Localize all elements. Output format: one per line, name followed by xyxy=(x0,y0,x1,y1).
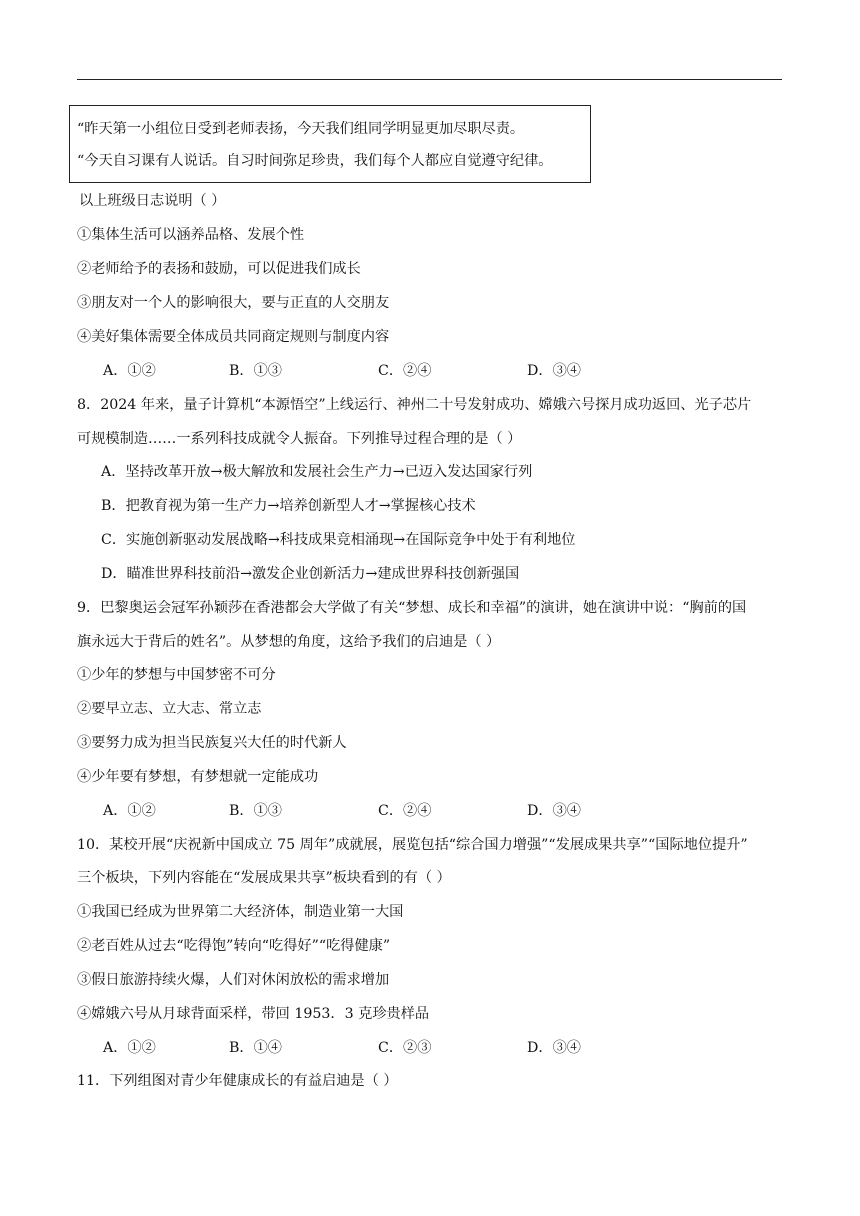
q10-stem-line: 10．某校开展“庆祝新中国成立 75 周年”成就展，展览包括“综合国力增强”“发展成果共享”“国际地位提升” xyxy=(77,837,748,853)
q9-option-b[interactable]: B．①③ xyxy=(229,803,282,819)
q7-option-b[interactable]: B．①③ xyxy=(229,363,282,379)
q7-stem: 以上班级日志说明（ ） xyxy=(79,193,226,209)
q10-options xyxy=(0,1039,860,1057)
q7-statement: ②老师给予的表扬和鼓励，可以促进我们成长 xyxy=(77,261,361,277)
q10-statement: ①我国已经成为世界第二大经济体，制造业第一大国 xyxy=(77,904,404,920)
q8-option-c[interactable]: C．实施创新驱动发展战略→科技成果竞相涌现→在国际竞争中处于有利地位 xyxy=(101,532,576,548)
q8-stem-line: 8．2024 年来，量子计算机“本源悟空”上线运行、神州二十号发射成功、嫦娥六号探月成功返回、光子芯片 xyxy=(77,397,752,413)
q10-stem-line: 三个板块，下列内容能在“发展成果共享”板块看到的有（ ） xyxy=(77,870,451,886)
diary-line: “昨天第一小组位日受到老师表扬，今天我们组同学明显更加尽职尽责。 xyxy=(77,121,525,137)
q9-stem-line: 旗永远大于背后的姓名”。从梦想的角度，这给予我们的启迪是（ ） xyxy=(77,634,501,650)
q8-option-d[interactable]: D．瞄准世界科技前沿→激发企业创新活力→建成世界科技创新强国 xyxy=(101,566,520,582)
q10-statement: ②老百姓从过去“吃得饱”转向“吃得好”“吃得健康” xyxy=(77,938,391,954)
q7-statement: ④美好集体需要全体成员共同商定规则与制度内容 xyxy=(77,329,390,345)
q8-stem-line: 可规模制造……一系列科技成就令人振奋。下列推导过程合理的是（ ） xyxy=(77,431,522,447)
q9-option-c[interactable]: C．②④ xyxy=(378,803,432,819)
q10-statement: ③假日旅游持续火爆，人们对休闲放松的需求增加 xyxy=(77,972,390,988)
q9-statement: ②要早立志、立大志、常立志 xyxy=(77,701,262,717)
q9-option-d[interactable]: D．③④ xyxy=(527,803,581,819)
q7-statement: ③朋友对一个人的影响很大，要与正直的人交朋友 xyxy=(77,295,390,311)
q7-option-c[interactable]: C．②④ xyxy=(378,363,432,379)
q10-statement: ④嫦娥六号从月球背面采样，带回 1953．3 克珍贵样品 xyxy=(77,1006,430,1022)
q9-statement: ③要努力成为担当民族复兴大任的时代新人 xyxy=(77,735,347,751)
q9-statement: ④少年要有梦想，有梦想就一定能成功 xyxy=(77,769,319,785)
q7-option-d[interactable]: D．③④ xyxy=(527,363,581,379)
diary-box xyxy=(69,105,591,183)
header-rule xyxy=(77,79,782,80)
q9-options xyxy=(0,802,860,820)
q9-statement: ①少年的梦想与中国梦密不可分 xyxy=(77,667,276,683)
q10-option-a[interactable]: A．①② xyxy=(103,1040,156,1056)
diary-line: “今天自习课有人说话。自习时间弥足珍贵，我们每个人都应自觉遵守纪律。 xyxy=(77,153,553,169)
q11-stem: 11．下列组图对青少年健康成长的有益启迪是（ ） xyxy=(77,1073,398,1089)
q8-option-a[interactable]: A．坚持改革开放→极大解放和发展社会生产力→已迈入发达国家行列 xyxy=(101,464,533,480)
q10-option-b[interactable]: B．①④ xyxy=(229,1040,282,1056)
q9-option-a[interactable]: A．①② xyxy=(103,803,156,819)
q7-option-a[interactable]: A．①② xyxy=(103,363,156,379)
q8-option-b[interactable]: B．把教育视为第一生产力→培养创新型人才→掌握核心技术 xyxy=(101,498,476,514)
q10-option-c[interactable]: C．②③ xyxy=(378,1040,432,1056)
q10-option-d[interactable]: D．③④ xyxy=(527,1040,581,1056)
q7-statement: ①集体生活可以涵养品格、发展个性 xyxy=(77,227,305,243)
q7-options xyxy=(0,362,860,380)
q9-stem-line: 9．巴黎奥运会冠军孙颖莎在香港都会大学做了有关“梦想、成长和幸福”的演讲，她在演讲中说：“胸前的国 xyxy=(77,600,747,616)
